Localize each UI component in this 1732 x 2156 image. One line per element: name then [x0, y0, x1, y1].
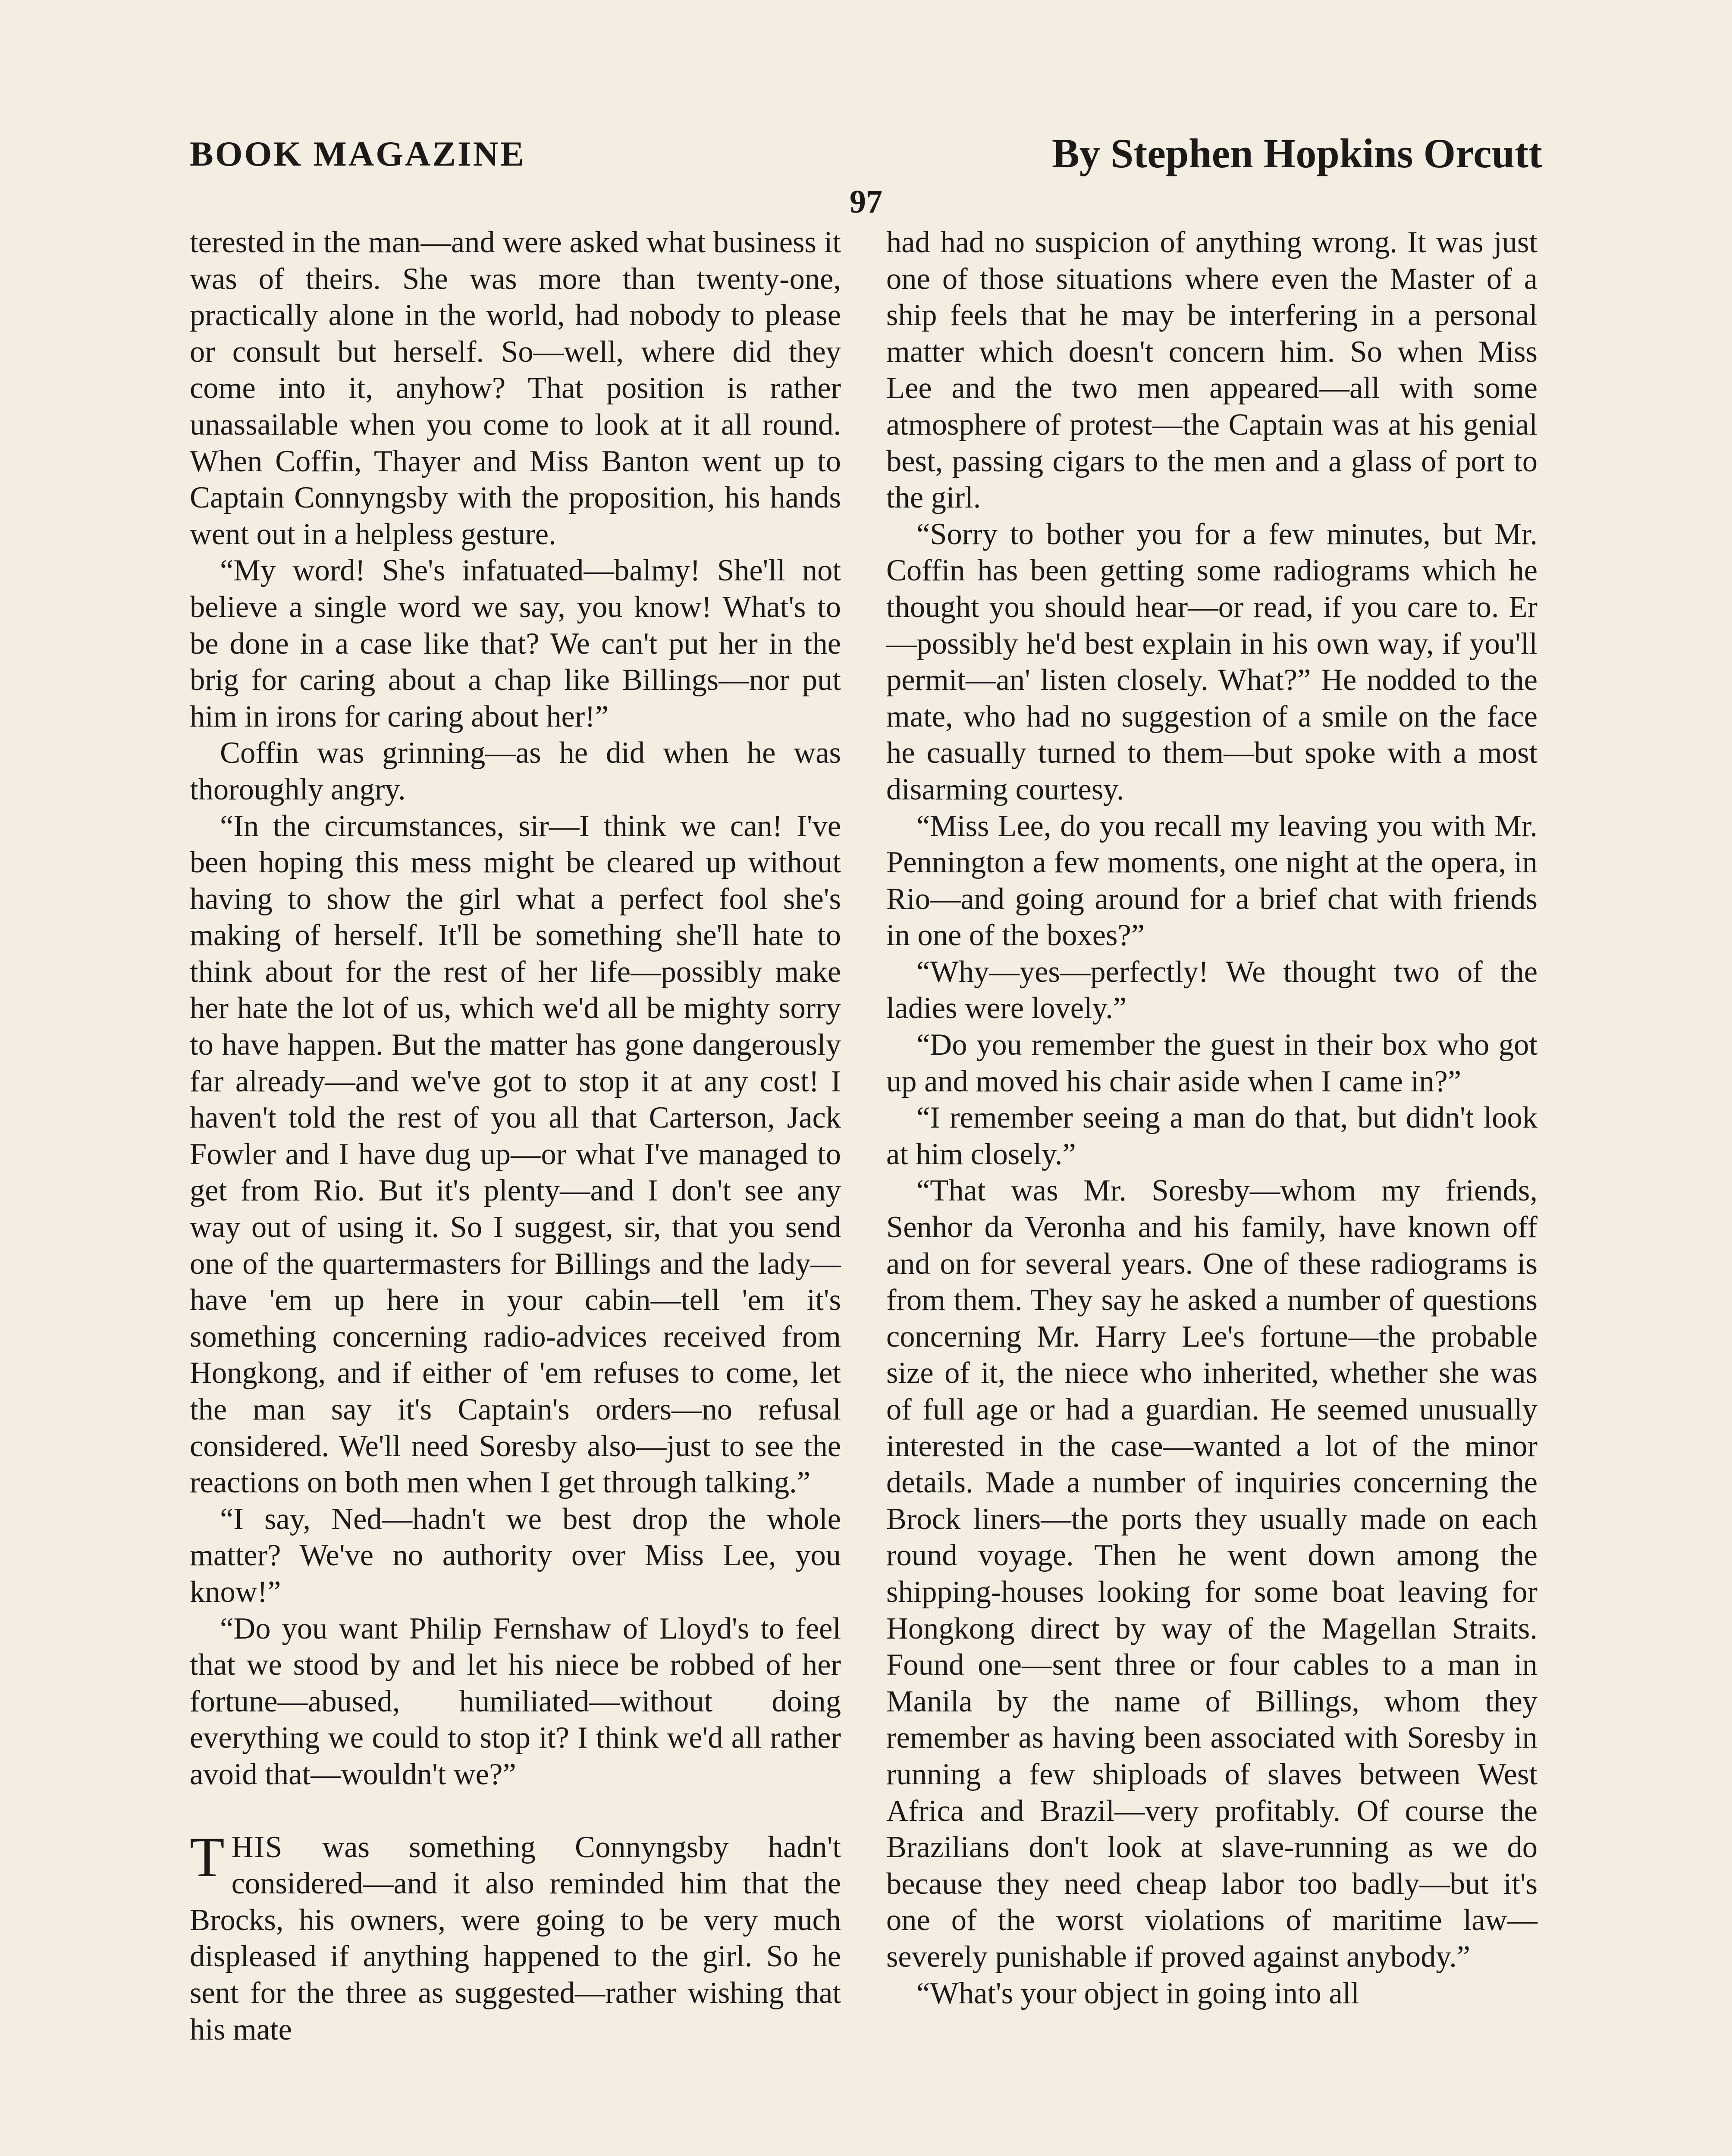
drop-cap-letter: T	[190, 1825, 225, 1889]
right-column	[886, 224, 1537, 2012]
left-column	[190, 224, 841, 2048]
paragraph: “Do you want Philip Fernshaw of Lloyd's to feel that we stood by and let his niece be robbed of her fortune—abused, humiliated—without doing everything we could to stop it? I think we'd all rather avoid that—wouldn't we?”	[190, 1611, 841, 1791]
paragraph: “My word! She's infatuated—balmy! She'll not believe a single word we say, you know! What's to be done in a case like that? We can't put her in the brig for caring about a chap like Billings—nor put him in irons for caring about her!”	[190, 554, 841, 733]
paragraph: “I remember seeing a man do that, but didn't look at him closely.”	[886, 1101, 1537, 1171]
paragraph: “I say, Ned—hadn't we best drop the whole matter? We've no authority over Miss Lee, you know!”	[190, 1502, 841, 1609]
smallcaps-lead: HIS	[231, 1830, 283, 1864]
paragraph: Coffin was grinning—as he did when he was thoroughly angry.	[190, 736, 841, 806]
paragraph: “Do you remember the guest in their box who got up and moved his chair aside when I came in?”	[886, 1028, 1537, 1098]
paragraph: “In the circumstances, sir—I think we can! I've been hoping this mess might be cleared up without having to show the girl what a perfect fool she's making of herself. It'll be something she'll hate to think about for the rest of her life—possibly make her hate the lot of us, which we'd all be mighty sorry to have happen. But the matter has gone dangerously far already—and we've got to stop it at any cost! I haven't told the rest of you all that Carterson, Jack Fowler and I have dug up—or what I've managed to get from Rio. But it's plenty—and I don't see any way out of using it. So I suggest, sir, that you send one of the quartermasters for Billings and the lady—have 'em up here in your cabin—tell 'em it's something concerning radio-advices received from Hongkong, and if either of 'em refuses to come, let the man say it's Captain's orders—no refusal considered. We'll need Soresby also—just to see the reactions on both men when I get through talking.”	[190, 809, 841, 1500]
paragraph: terested in the man—and were asked what business it was of theirs. She was more than twenty-one, practically alone in the world, had nobody to please or consult but herself. So—well, where did they come into it, anyhow? That position is rather unassailable when you come to look at it all round. When Coffin, Thayer and Miss Banton went up to Captain Connyngsby with the proposition, his hands went out in a helpless gesture.	[190, 226, 841, 551]
magazine-title: BOOK MAGAZINE	[190, 134, 526, 173]
paragraph: “Sorry to bother you for a few minutes, but Mr. Coffin has been getting some radiograms which he thought you should hear—or read, if you care to. Er—possibly he'd best explain in his own way, if you'll permit—an' listen closely. What?” He nodded to the mate, who had no suggestion of a smile on the face he casually turned to them—but spoke with a most disarming courtesy.	[886, 517, 1537, 806]
page-number: 97	[850, 184, 882, 220]
dropcap-paragraph	[190, 1825, 841, 2048]
paragraph: had had no suspicion of anything wrong. It was just one of those situations where even the Master of a ship feels that he may be interfering in a personal matter which doesn't concern him. So when Miss Lee and the two men appeared—all with some atmosphere of protest—the Captain was at his genial best, passing cigars to the men and a glass of port to the girl.	[886, 226, 1537, 515]
section-break	[190, 1793, 841, 1829]
paragraph: “Miss Lee, do you recall my leaving you with Mr. Pennington a few moments, one night at the opera, in Rio—and going around for a brief chat with friends in one of the boxes?”	[886, 809, 1537, 953]
paragraph: “That was Mr. Soresby—whom my friends, Senhor da Veronha and his family, have known off and on for several years. One of these radiograms is from them. They say he asked a number of questions concerning Mr. Harry Lee's fortune—the probable size of it, the niece who inherited, whether she was of full age or had a guardian. He seemed unusually interested in the case—wanted a lot of the minor details. Made a number of inquiries concerning the Brock liners—the ports they usually made on each round voyage. Then he went down among the shipping-houses looking for some boat leaving for Hongkong direct by way of the Magellan Straits. Found one—sent three or four cables to a man in Manila by the name of Billings, whom they remember as having been associated with Soresby in running a few shiploads of slaves between West Africa and Brazil—very profitably. Of course the Brazilians don't look at slave-running as we do because they need cheap labor too badly—but it's one of the worst violations of maritime law—severely punishable if proved against anybody.”	[886, 1174, 1537, 1974]
dropcap-paragraph-text: was something Connyngsby hadn't considered—and it also reminded him that the Brocks, his owners, were going to be very much displeased if anything happened to the girl. So he sent for the three as suggested—rather wishing that his mate	[190, 1830, 841, 2046]
paragraph: “What's your object in going into all	[916, 1976, 1359, 2010]
paragraph: “Why—yes—perfectly! We thought two of the ladies were lovely.”	[886, 955, 1537, 1025]
author-byline: By Stephen Hopkins Orcutt	[1051, 130, 1542, 176]
